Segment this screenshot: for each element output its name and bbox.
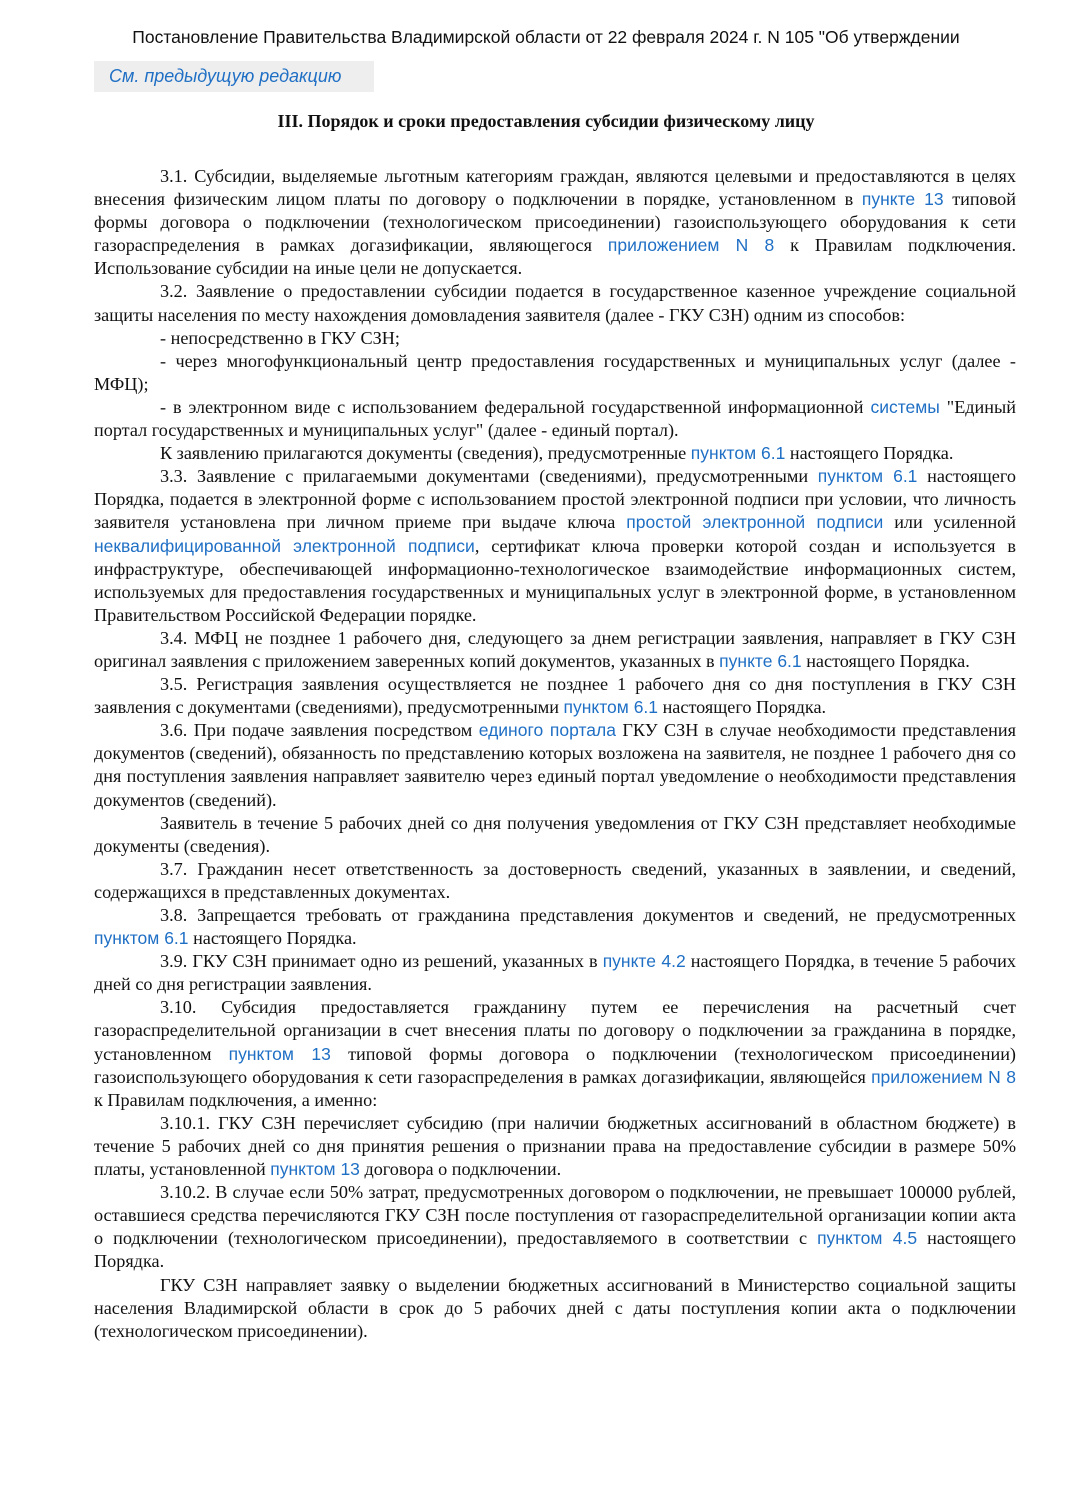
document-link[interactable]: пунктом 6.1 xyxy=(817,466,918,487)
paragraph-text: или усиленной xyxy=(883,512,1017,533)
paragraph-text: к Правилам подключения, а именно: xyxy=(94,1089,378,1110)
paragraph-text: 3.10. Субсидия предоставляется гражданину путем ее перечисления на расчетный счет газораспределительной организации в счет внесения платы по договору о подключении за гражданина в порядке, установленном xyxy=(94,997,1016,1064)
paragraph-text: настоящего Порядка. xyxy=(801,650,970,671)
paragraph-text: 3.4. МФЦ не позднее 1 рабочего дня, следующего за днем регистрации заявления, направляет в ГКУ СЗН оригинал заявления с приложением заверенных копий документов, указанных в xyxy=(94,627,1016,671)
document-link[interactable]: единого портала xyxy=(478,720,616,741)
paragraph-text: 3.10.2. В случае если 50% затрат, предусмотренных договором о подключении, не превышает 100000 рублей, оставшиеся средства перечисляются ГКУ СЗН после поступления от газораспределительной организации копии акта о подключении (технологическом присоединении), предоставляемого в соответствии с xyxy=(94,1182,1016,1249)
paragraph xyxy=(94,1181,1016,1273)
paragraph xyxy=(94,719,1016,811)
paragraph-text: 3.6. При подаче заявления посредством xyxy=(160,720,479,741)
paragraph xyxy=(94,904,1016,950)
paragraph xyxy=(94,673,1016,719)
document-link[interactable]: неквалифицированной электронной подписи xyxy=(94,535,475,556)
paragraph-text: настоящего Порядка, подается в электронной форме с использованием простой электронной подписи при условии, что личность заявителя установлена при личном приеме при выдаче ключа xyxy=(94,466,1016,533)
paragraph xyxy=(94,165,1016,280)
paragraph xyxy=(94,812,1016,858)
paragraph-text: настоящего Порядка. xyxy=(785,443,954,464)
document-link[interactable]: приложением N 8 xyxy=(607,235,775,256)
document-link[interactable]: пункте 6.1 xyxy=(719,650,802,671)
paragraph xyxy=(94,350,1016,396)
document-body xyxy=(94,165,1016,1343)
paragraph-text: 3.9. ГКУ СЗН принимает одно из решений, указанных в xyxy=(160,951,603,972)
paragraph xyxy=(94,280,1016,326)
document-link[interactable]: пунктом 6.1 xyxy=(690,443,786,464)
document-link[interactable]: пунктом 4.5 xyxy=(817,1228,918,1249)
document-link[interactable]: приложением N 8 xyxy=(871,1066,1016,1087)
paragraph-text: 3.2. Заявление о предоставлении субсидии подается в государственное казенное учреждение социальной защиты населения по месту нахождения домовладения заявителя (далее - ГКУ СЗН) одним из способов: xyxy=(94,281,1016,325)
paragraph-text: типовой формы договора о подключении (технологическом присоединении) газоиспользующего оборудования к сети газораспределения в рамках догазификации, являющегося xyxy=(94,189,1016,256)
paragraph-text: Заявитель в течение 5 рабочих дней со дня получения уведомления от ГКУ СЗН представляет необходимые документы (сведения). xyxy=(94,812,1016,856)
paragraph-text: К заявлению прилагаются документы (сведения), предусмотренные xyxy=(160,443,691,464)
paragraph xyxy=(94,396,1016,442)
section-title: III. Порядок и сроки предоставления субсидии физическому лицу xyxy=(277,111,815,131)
paragraph xyxy=(94,442,1016,465)
paragraph-text: договора о подключении. xyxy=(359,1159,562,1180)
paragraph-text: "Единый портал государственных и муниципальных услуг" (далее - единый портал). xyxy=(94,396,1016,441)
document-link[interactable]: пункте 13 xyxy=(861,189,944,210)
paragraph-text: типовой формы договора о подключении (технологическом присоединении) газоиспользующего оборудования к сети газораспределения в рамках догазификации, являющейся xyxy=(94,1043,1016,1087)
previous-edition-link[interactable]: См. предыдущую редакцию xyxy=(94,61,374,92)
document-link[interactable]: пункте 4.2 xyxy=(602,951,686,972)
document-link[interactable]: пунктом 13 xyxy=(228,1043,331,1064)
paragraph-text: 3.1. Субсидии, выделяемые льготным категориям граждан, являются целевыми и предоставляются в целях внесения физическим лицом платы по договору о подключении в порядке, установленном в xyxy=(94,166,1016,210)
paragraph xyxy=(94,465,1016,627)
paragraph xyxy=(94,327,1016,350)
paragraph-text: 3.7. Гражданин несет ответственность за достоверность сведений, указанных в заявлении, и сведений, содержащихся в представленных документах. xyxy=(94,858,1016,902)
paragraph-text: 3.3. Заявление с прилагаемыми документами (сведениями), предусмотренными xyxy=(160,466,818,487)
paragraph-text: 3.10.1. ГКУ СЗН перечисляет субсидию (при наличии бюджетных ассигнований в областном бюджете) в течение 5 рабочих дней со дня принятия решения о признании права на предоставление субсидии в размере 50% платы, установленной xyxy=(94,1112,1016,1180)
paragraph xyxy=(94,858,1016,904)
paragraph-text: настоящего Порядка. xyxy=(94,1228,1017,1272)
paragraph xyxy=(94,996,1016,1111)
paragraph-text: настоящего Порядка. xyxy=(188,928,357,949)
paragraph-text: настоящего Порядка, в течение 5 рабочих дней со дня регистрации заявления. xyxy=(94,951,1017,995)
document-link[interactable]: пунктом 6.1 xyxy=(563,697,659,718)
paragraph-text: , сертификат ключа проверки которой создан и используется в инфраструктуре, обеспечивающей информационно-технологическое взаимодействие информационных систем, используемых для предоставления государственных и муниципальных услуг в электронной форме, в установленном Правительством Российской Федерации порядке. xyxy=(94,535,1016,625)
paragraph-text: - через многофункциональный центр предоставления государственных и муниципальных услуг (далее - МФЦ); xyxy=(94,350,1016,394)
document-link[interactable]: пунктом 6.1 xyxy=(94,928,189,949)
paragraph xyxy=(94,1112,1016,1181)
document-link[interactable]: системы xyxy=(870,396,940,417)
paragraph xyxy=(94,1274,1016,1343)
paragraph-text: к Правилам подключения. Использование субсидии на иные цели не допускается. xyxy=(94,235,1017,279)
paragraph-text: 3.8. Запрещается требовать от гражданина представления документов и сведений, не предусмотренных xyxy=(160,905,1016,925)
paragraph-text: 3.5. Регистрация заявления осуществляется не позднее 1 рабочего дня со дня поступления в ГКУ СЗН заявления с документами (сведениями), предусмотренными xyxy=(94,674,1016,718)
document-header: Постановление Правительства Владимирской области от 22 февраля 2024 г. N 105 "Об утверждении xyxy=(132,27,960,47)
document-link[interactable]: пунктом 13 xyxy=(270,1159,360,1180)
paragraph-text: ГКУ СЗН в случае необходимости представления документов (сведений), обязанность по представлению которых возложена на заявителя, не позднее 1 рабочего дня со дня поступления заявления направляет заявителю через единый портал уведомление о необходимости представления документов (сведений). xyxy=(94,720,1016,810)
paragraph-text: - непосредственно в ГКУ СЗН; xyxy=(160,327,400,348)
paragraph xyxy=(94,627,1016,673)
paragraph-text: настоящего Порядка. xyxy=(658,697,827,718)
paragraph-text: ГКУ СЗН направляет заявку о выделении бюджетных ассигнований в Министерство социальной защиты населения Владимирской области в срок до 5 рабочих дней с даты поступления копии акта о подключении (технологическом присоединении). xyxy=(94,1274,1016,1341)
document-link[interactable]: простой электронной подписи xyxy=(626,512,884,533)
paragraph-text: - в электронном виде с использованием федеральной государственной информационной xyxy=(160,396,871,417)
paragraph xyxy=(94,950,1016,996)
